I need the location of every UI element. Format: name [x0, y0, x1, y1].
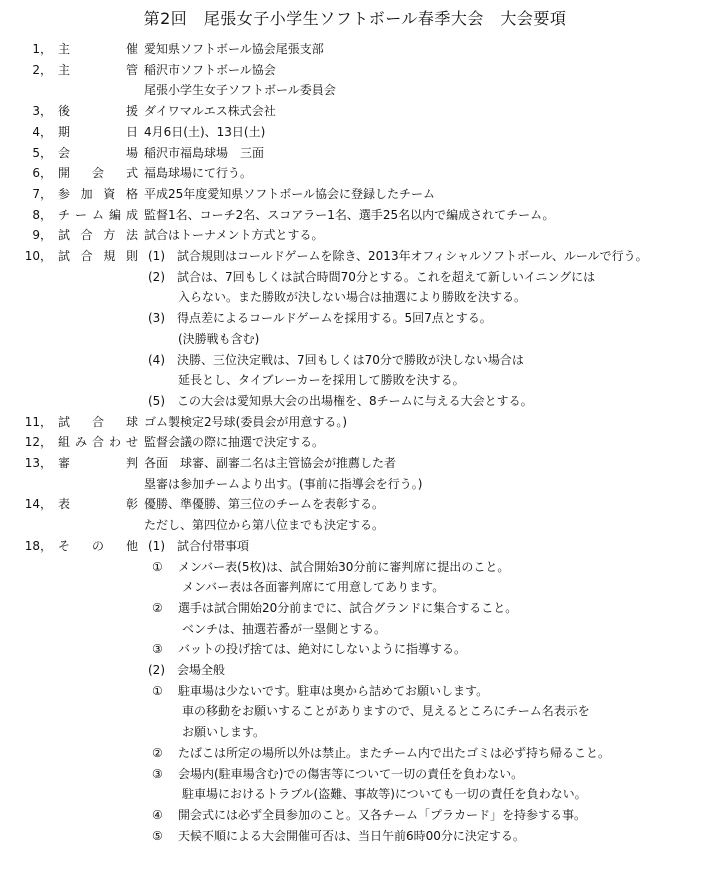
other-item-line — [0, 577, 700, 598]
section-number: 3， — [32, 104, 52, 119]
rule-item: (4) 決勝、三位決定戦は、7回もしくは70分で勝敗が決しない場合は — [148, 352, 524, 367]
other-item-line — [0, 557, 700, 578]
section-text: 優勝、準優勝、第三位のチームを表彰する。 — [144, 497, 385, 512]
other-item-line — [0, 639, 700, 660]
section-text: ただし、第四位から第八位までも決定する。 — [144, 518, 385, 533]
rule-item: (1) 試合規則はコールドゲームを除き、2013年オフィシャルソフトボール、ルールで行う。 — [148, 249, 648, 263]
other-heading-line — [0, 660, 700, 681]
section-line — [0, 205, 700, 226]
other-item-line — [0, 619, 700, 640]
other-item: 天候不順による大会開催可否は、当日午前6時00分に決定する。 — [178, 828, 525, 843]
item-marker: ⑤ — [152, 828, 163, 843]
section-label-char: 編 — [108, 207, 121, 222]
section-label-char: 主 — [58, 42, 71, 56]
section-label-char: 方 — [103, 228, 116, 243]
section-label-char: 試 — [58, 249, 71, 263]
section-number: 8， — [32, 207, 52, 222]
section-label — [58, 453, 138, 474]
other-item: メンバー表(5枚)は、試合開始30分前に審判席に提出のこと。 — [178, 559, 510, 574]
other-item: 会場内(駐車場含む)での傷害等について一切の責任を負わない。 — [178, 766, 524, 781]
section-line — [0, 184, 700, 205]
section-label-char: 則 — [125, 249, 138, 263]
other-heading-line — [0, 536, 700, 557]
section-label-char: 組 — [58, 435, 71, 450]
section-text: 監督1名、コーチ2名、スコアラー1名、選手25名以内で編成されてチーム。 — [144, 207, 555, 222]
section-label — [58, 205, 138, 226]
section-label-char: 日 — [125, 124, 138, 139]
section-label-char: 合 — [91, 435, 104, 450]
other-item-line — [0, 764, 700, 785]
section-number: 6， — [32, 166, 52, 181]
section-label-char: 資 — [103, 186, 116, 201]
section-label-char: 規 — [103, 249, 116, 263]
section-number: 1， — [32, 42, 52, 56]
other-item: バットの投げ捨ては、絶対にしないように指導する。 — [178, 642, 467, 657]
other-item-line — [0, 722, 700, 743]
section-number: 12， — [24, 435, 52, 450]
section-line — [0, 412, 700, 433]
rule-item: (2) 試合は、7回もしくは試合時間70分とする。これを超えて新しいイニングには — [148, 269, 596, 284]
other-item-continuation: メンバー表は各面審判席にて用意してあります。 — [182, 580, 445, 595]
section-label-char: 会 — [58, 145, 71, 160]
section-label-char: 試 — [58, 414, 71, 429]
other-item-line — [0, 681, 700, 702]
section-label-char: 合 — [91, 414, 104, 429]
section-label-char: ー — [74, 207, 87, 222]
section-label-char: 管 — [125, 62, 138, 77]
section-line — [0, 432, 700, 453]
section-line — [0, 494, 700, 515]
section-text: 監督会議の際に抽選で決定する。 — [144, 435, 325, 450]
item-marker: ④ — [152, 807, 163, 822]
section-label-char: 主 — [58, 62, 71, 77]
section-label-char: 試 — [58, 228, 71, 243]
section-line — [0, 474, 700, 495]
rule-line — [0, 391, 700, 412]
section-text: ゴム製検定2号球(委員会が用意する。) — [144, 414, 347, 429]
section-label-char: み — [74, 435, 87, 450]
section-label-char: ム — [91, 207, 104, 222]
section-number: 11， — [24, 414, 52, 429]
section-text: 試合はトーナメント方式とする。 — [144, 228, 324, 243]
other-item-line — [0, 805, 700, 826]
other-item: たばこは所定の場所以外は禁止。またチーム内で出たゴミは必ず持ち帰ること。 — [178, 745, 611, 760]
other-item-line — [0, 743, 700, 764]
section-label — [58, 60, 138, 81]
section-label-char: そ — [58, 538, 71, 553]
item-marker: ③ — [152, 642, 163, 657]
section-number: 5， — [32, 145, 52, 160]
item-marker: ① — [152, 559, 163, 574]
section-number: 10， — [24, 249, 52, 263]
section-label-char: 場 — [125, 145, 138, 160]
other-item: 開会式には必ず全員参加のこと。又各チーム「プラカード」を持参する事。 — [178, 807, 587, 822]
section-label-char: 球 — [125, 414, 138, 429]
section-label-char: 他 — [125, 538, 138, 553]
section-label — [58, 225, 138, 246]
other-heading: (2) 会場全般 — [148, 663, 225, 677]
section-line — [0, 122, 700, 143]
section-label — [58, 143, 138, 164]
section-label — [58, 39, 138, 60]
item-marker: ② — [152, 600, 163, 615]
section-label — [58, 163, 138, 184]
rule-line — [0, 267, 700, 288]
section-label-char: 会 — [91, 166, 104, 181]
section-label-char: 援 — [125, 104, 138, 119]
section-label — [58, 184, 138, 205]
section-line — [0, 143, 700, 164]
section-label — [58, 432, 138, 453]
section-line — [0, 39, 700, 60]
other-heading: (1) 試合付帯事項 — [148, 538, 249, 553]
section-label-char: 格 — [125, 186, 138, 201]
section-label-char: チ — [58, 207, 71, 222]
section-label-char: 式 — [125, 166, 138, 181]
section-label — [58, 494, 138, 515]
section-number: 9， — [32, 228, 52, 243]
section-text: 稲沢市福島球場 三面 — [144, 145, 265, 160]
section-label-char: の — [91, 538, 104, 553]
section-label — [58, 536, 138, 557]
rule-item-continuation: 入らない。また勝敗が決しない場合は抽選により勝敗を決する。 — [178, 290, 527, 305]
rule-item: (5) この大会は愛知県大会の出場権を、8チームに与える大会とする。 — [148, 393, 533, 408]
section-label — [58, 246, 138, 267]
rule-line — [0, 350, 700, 371]
section-number: 13， — [24, 456, 52, 470]
other-item-line — [0, 598, 700, 619]
section-label-char: 審 — [58, 456, 71, 470]
section-label-char: 開 — [58, 166, 71, 181]
section-text: 尾張小学生女子ソフトボール委員会 — [144, 83, 336, 98]
section-text: 愛知県ソフトボール協会尾張支部 — [144, 42, 324, 56]
other-item-line — [0, 701, 700, 722]
other-item-continuation: お願いします。 — [182, 725, 266, 740]
section-number: 4， — [32, 124, 52, 139]
item-marker: ③ — [152, 766, 163, 781]
section-label-char: 表 — [58, 497, 71, 512]
rule-line — [0, 329, 700, 350]
other-item-line — [0, 826, 700, 847]
section-number: 18， — [24, 538, 52, 553]
section-text: 各面 球審、副審二名は主管協会が推薦した者 — [144, 456, 397, 470]
section-label-char: 法 — [125, 228, 138, 243]
section-text: 稲沢市ソフトボール協会 — [144, 62, 276, 77]
section-number: 7， — [32, 186, 52, 201]
section-label-char: 合 — [80, 228, 93, 243]
section-label-char: 後 — [58, 104, 71, 119]
section-line — [0, 453, 700, 474]
section-line — [0, 515, 700, 536]
section-line — [0, 80, 700, 101]
rule-line — [0, 308, 700, 329]
section-label-char: せ — [125, 435, 138, 450]
section-label — [58, 122, 138, 143]
section-text: 塁審は参加チームより出す。(事前に指導会を行う。) — [144, 476, 423, 491]
section-text: 平成25年度愛知県ソフトボール協会に登録したチーム — [144, 186, 436, 201]
section-number: 14， — [24, 497, 52, 512]
section-label — [58, 412, 138, 433]
section-line — [0, 225, 700, 246]
section-line — [0, 60, 700, 81]
section-number: 2， — [32, 62, 52, 77]
section-label-char: 判 — [125, 456, 138, 470]
section-label-char: 成 — [125, 207, 138, 222]
section-line — [0, 101, 700, 122]
rule-line — [0, 287, 700, 308]
other-item: 駐車場は少ないです。駐車は奥から詰めてお願いします。 — [178, 683, 489, 698]
rule-item: (3) 得点差によるコールドゲームを採用する。5回7点とする。 — [148, 311, 492, 326]
other-item-continuation: ベンチは、抽選若番が一塁側とする。 — [182, 621, 387, 636]
item-marker: ① — [152, 683, 163, 698]
document-title: 第2回 尾張女子小学生ソフトボール春季大会 大会要項 — [143, 9, 567, 28]
section-label-char: 催 — [125, 42, 138, 56]
section-label-char: 合 — [80, 249, 93, 263]
section-text: ダイワマルエス株式会社 — [144, 104, 276, 119]
other-item: 選手は試合開始20分前までに、試合グランドに集合すること。 — [178, 600, 518, 615]
other-item-continuation: 車の移動をお願いすることがありますので、見えるところにチーム名表示を — [182, 704, 590, 719]
other-item-line — [0, 784, 700, 805]
rule-item-continuation: 延長とし、タイブレーカーを採用して勝敗を決する。 — [178, 373, 465, 388]
section-line — [0, 163, 700, 184]
rule-line — [0, 246, 700, 267]
section-label — [58, 101, 138, 122]
other-item-continuation: 駐車場におけるトラブル(盗難、事故等)についても一切の責任を負わない。 — [182, 787, 587, 802]
section-label-char: 彰 — [125, 497, 138, 512]
section-text: 福島球場にて行う。 — [144, 166, 253, 181]
rule-item-continuation: (決勝戦も含む) — [178, 331, 260, 346]
section-label-char: わ — [108, 435, 121, 450]
section-label-char: 期 — [58, 124, 71, 139]
item-marker: ② — [152, 745, 163, 760]
section-label-char: 参 — [58, 186, 71, 201]
section-label-char: 加 — [80, 186, 93, 201]
rule-line — [0, 370, 700, 391]
section-text: 4月6日(土)、13日(土) — [144, 124, 266, 139]
